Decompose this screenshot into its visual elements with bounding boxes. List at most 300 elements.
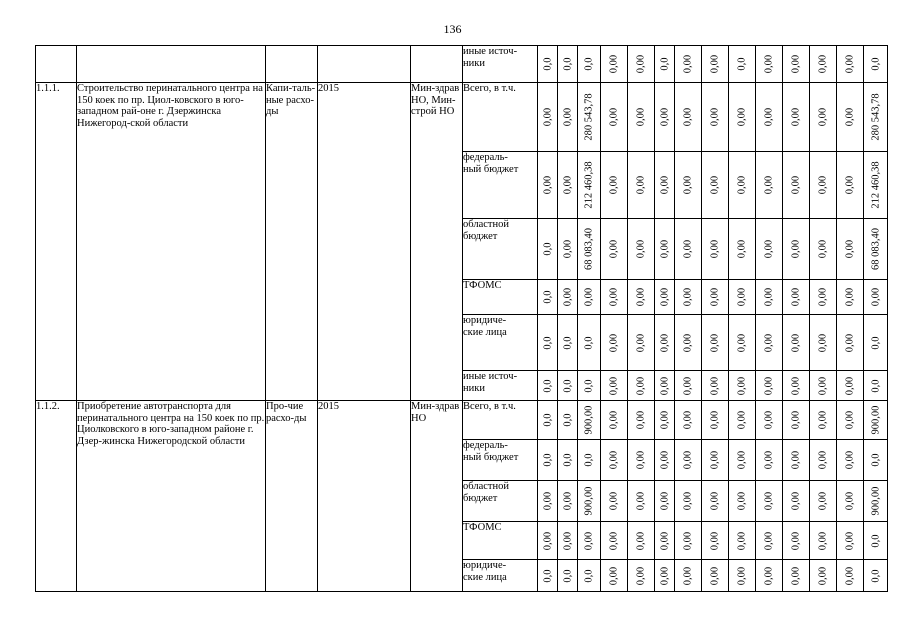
- value: 0,00: [608, 54, 620, 74]
- page-number: 136: [443, 22, 462, 36]
- value-cell: [675, 371, 702, 401]
- value: 0,00: [844, 410, 856, 430]
- value-cell: [675, 440, 702, 481]
- funding-source-label: федераль- ный бюджет: [463, 440, 519, 463]
- value-cell: [702, 560, 729, 592]
- value: 0,00: [763, 450, 775, 470]
- value-cell: [558, 152, 578, 219]
- value-cell: [628, 315, 655, 371]
- value-cell: [578, 401, 601, 440]
- value: 0,00: [844, 491, 856, 511]
- funding-source: [463, 46, 538, 83]
- value-cell: [783, 315, 810, 371]
- value: 0,00: [583, 287, 595, 307]
- value: 0,00: [790, 450, 802, 470]
- value: 0,00: [635, 239, 647, 259]
- funding-source-label: юридиче- ские лица: [463, 315, 507, 338]
- value-cell: [864, 280, 888, 315]
- value-cell: [558, 440, 578, 481]
- value: 0,00: [817, 239, 829, 259]
- value-cell: [578, 560, 601, 592]
- value-cell: [810, 481, 837, 522]
- value-cell: [628, 401, 655, 440]
- funding-source-label: юридиче- ские лица: [463, 560, 507, 583]
- value: 0,0: [659, 57, 670, 71]
- table-row: [36, 46, 888, 83]
- value: 0,0: [562, 413, 573, 427]
- value-cell: [702, 401, 729, 440]
- value-cell: [538, 315, 558, 371]
- value-cell: [837, 46, 864, 83]
- value-cell: [783, 481, 810, 522]
- value: 0,00: [635, 531, 647, 550]
- funding-source-label: федераль- ный бюджет: [463, 152, 519, 175]
- value-cell: [655, 440, 675, 481]
- value-cell: [538, 481, 558, 522]
- value-cell: [675, 280, 702, 315]
- value: 0,00: [763, 531, 775, 550]
- empty-cell: [318, 46, 411, 83]
- value-cell: [628, 46, 655, 83]
- value: 0,00: [709, 287, 721, 307]
- value: 0,00: [659, 531, 670, 550]
- value-cell: [655, 219, 675, 280]
- value-cell: [655, 522, 675, 560]
- value: 900,00: [583, 405, 595, 435]
- value: 212 460,38: [583, 161, 595, 209]
- table-row: [36, 401, 888, 440]
- value-cell: [837, 371, 864, 401]
- value-cell: [601, 522, 628, 560]
- funding-source-label: ТФОМС: [463, 280, 502, 291]
- value-cell: [702, 219, 729, 280]
- funding-source-label: областной бюджет: [463, 219, 509, 242]
- value-cell: [538, 522, 558, 560]
- value: 0,00: [817, 450, 829, 470]
- value-cell: [538, 83, 558, 152]
- value: 0,00: [763, 287, 775, 307]
- value: 0,00: [682, 54, 694, 74]
- value: 0,00: [635, 410, 647, 430]
- value-cell: [628, 83, 655, 152]
- value: 0,00: [763, 175, 775, 195]
- value-cell: [578, 481, 601, 522]
- value-cell: [837, 152, 864, 219]
- value: 0,00: [562, 239, 573, 259]
- value-cell: [783, 219, 810, 280]
- value-cell: [756, 280, 783, 315]
- value: 0,0: [562, 568, 573, 583]
- value: 0,00: [562, 175, 573, 195]
- value-cell: [578, 522, 601, 560]
- value: 0,0: [870, 453, 881, 467]
- value: 0,0: [870, 533, 881, 548]
- value: 0,00: [763, 566, 775, 585]
- value: 0,00: [682, 107, 694, 127]
- value: 0,00: [763, 54, 775, 74]
- value: 0,00: [870, 287, 881, 307]
- value-cell: [729, 280, 756, 315]
- value: 0,00: [736, 107, 748, 127]
- value: 0,00: [635, 566, 647, 585]
- value-cell: [702, 152, 729, 219]
- value-cell: [601, 481, 628, 522]
- value-cell: [837, 315, 864, 371]
- value-cell: [837, 401, 864, 440]
- value: 0,0: [583, 453, 595, 467]
- financing-table: [35, 45, 888, 592]
- value: 0,00: [659, 491, 670, 511]
- value-cell: [558, 560, 578, 592]
- value: 0,00: [682, 239, 694, 259]
- value: 900,00: [870, 486, 881, 516]
- value-cell: [601, 219, 628, 280]
- value: 0,00: [817, 410, 829, 430]
- value: 0,00: [844, 450, 856, 470]
- funding-source: [463, 219, 538, 280]
- funding-source: [463, 152, 538, 219]
- value-cell: [675, 152, 702, 219]
- value: 68 083,40: [583, 228, 595, 270]
- project-year: 2015: [318, 83, 411, 401]
- value: 0,00: [608, 333, 620, 352]
- value: 0,00: [709, 376, 721, 395]
- value-cell: [729, 152, 756, 219]
- value-cell: [702, 371, 729, 401]
- value: 0,00: [763, 410, 775, 430]
- value: 0,00: [736, 175, 748, 195]
- value: 0,00: [608, 239, 620, 259]
- value: 0,0: [542, 242, 553, 256]
- value-cell: [756, 219, 783, 280]
- value-cell: [601, 152, 628, 219]
- value-cell: [783, 371, 810, 401]
- value-cell: [756, 522, 783, 560]
- value: 0,00: [790, 410, 802, 430]
- value-cell: [729, 46, 756, 83]
- value-cell: [864, 315, 888, 371]
- value: 0,00: [817, 531, 829, 550]
- value: 0,00: [844, 54, 856, 74]
- value-cell: [837, 83, 864, 152]
- value: 0,0: [542, 453, 553, 467]
- value: 0,00: [682, 376, 694, 395]
- value: 0,00: [709, 566, 721, 585]
- value-cell: [756, 481, 783, 522]
- value-cell: [675, 46, 702, 83]
- value: 0,00: [736, 333, 748, 352]
- value: 0,0: [562, 453, 573, 467]
- funding-source-label: иные источ- ники: [463, 46, 518, 69]
- value-cell: [783, 560, 810, 592]
- value-cell: [783, 522, 810, 560]
- value: 0,00: [736, 491, 748, 511]
- value-cell: [628, 219, 655, 280]
- value-cell: [601, 46, 628, 83]
- funding-source: [463, 560, 538, 592]
- value-cell: [601, 280, 628, 315]
- funding-source: [463, 83, 538, 152]
- funding-source: [463, 371, 538, 401]
- value: 212 460,38: [870, 161, 881, 209]
- value-cell: [837, 560, 864, 592]
- value-cell: [756, 83, 783, 152]
- value-cell: [655, 46, 675, 83]
- value: 0,00: [844, 107, 856, 127]
- value-cell: [675, 560, 702, 592]
- value-cell: [756, 315, 783, 371]
- value-cell: [578, 46, 601, 83]
- value: 0,00: [790, 491, 802, 511]
- funding-source-label: Всего, в т.ч.: [463, 401, 516, 412]
- funding-source: [463, 440, 538, 481]
- value: 0,00: [635, 333, 647, 352]
- value: 0,00: [608, 566, 620, 585]
- value-cell: [628, 152, 655, 219]
- value: 0,0: [542, 290, 553, 304]
- value: 0,00: [709, 107, 721, 127]
- value: 68 083,40: [870, 228, 881, 270]
- project-year: 2015: [318, 401, 411, 592]
- value: 0,00: [659, 410, 670, 430]
- value-cell: [578, 371, 601, 401]
- value: 0,0: [562, 378, 573, 393]
- project-name: Строительство перинатального центра на 150 коек по пр. Циол-ковского в юго-западном рай-оне г. Дзержинска Нижегород-ской области: [77, 83, 266, 401]
- value: 0,00: [562, 531, 573, 550]
- value: 0,00: [817, 287, 829, 307]
- value: 0,00: [608, 175, 620, 195]
- value: 0,00: [682, 175, 694, 195]
- value-cell: [702, 440, 729, 481]
- value-cell: [601, 440, 628, 481]
- funding-source-label: Всего, в т.ч.: [463, 83, 516, 94]
- value: 0,00: [608, 410, 620, 430]
- value-cell: [783, 46, 810, 83]
- value-cell: [783, 83, 810, 152]
- value: 0,00: [682, 450, 694, 470]
- value-cell: [538, 401, 558, 440]
- value: 0,00: [736, 566, 748, 585]
- value-cell: [655, 152, 675, 219]
- value-cell: [810, 560, 837, 592]
- expense-type: Капи-таль-ные расхо-ды: [266, 83, 318, 401]
- value: 0,00: [709, 175, 721, 195]
- value: 0,00: [736, 531, 748, 550]
- value: 0,0: [583, 568, 595, 583]
- responsible-party: Мин-здрав НО, Мин-строй НО: [411, 83, 463, 401]
- value-cell: [578, 219, 601, 280]
- value-cell: [702, 315, 729, 371]
- value: 0,00: [817, 491, 829, 511]
- value: 0,00: [763, 239, 775, 259]
- value-cell: [729, 481, 756, 522]
- empty-cell: [36, 46, 77, 83]
- value-cell: [578, 83, 601, 152]
- value-cell: [756, 401, 783, 440]
- value-cell: [810, 440, 837, 481]
- value-cell: [864, 46, 888, 83]
- value-cell: [578, 440, 601, 481]
- value-cell: [837, 481, 864, 522]
- value: 0,00: [736, 450, 748, 470]
- value-cell: [702, 280, 729, 315]
- value: 0,00: [682, 566, 694, 585]
- value-cell: [558, 83, 578, 152]
- value: 0,00: [542, 531, 553, 550]
- value-cell: [810, 401, 837, 440]
- value-cell: [756, 560, 783, 592]
- value: 0,00: [763, 333, 775, 352]
- value: 0,00: [659, 450, 670, 470]
- value: 280 543,78: [870, 93, 881, 141]
- value: 0,0: [542, 378, 553, 393]
- empty-cell: [411, 46, 463, 83]
- value-cell: [864, 401, 888, 440]
- value-cell: [864, 152, 888, 219]
- value: 0,00: [817, 376, 829, 395]
- value-cell: [578, 152, 601, 219]
- value: 0,0: [870, 568, 881, 583]
- value: 0,00: [682, 531, 694, 550]
- value-cell: [601, 371, 628, 401]
- value: 0,00: [790, 239, 802, 259]
- value-cell: [655, 481, 675, 522]
- value-cell: [810, 315, 837, 371]
- value-cell: [558, 522, 578, 560]
- value-cell: [783, 280, 810, 315]
- value: 280 543,78: [583, 93, 595, 141]
- value: 0,00: [635, 287, 647, 307]
- value-cell: [837, 280, 864, 315]
- value: 0,00: [608, 491, 620, 511]
- value-cell: [578, 315, 601, 371]
- value: 0,00: [790, 54, 802, 74]
- value: 0,0: [583, 378, 595, 393]
- value: 0,00: [709, 491, 721, 511]
- funding-source: [463, 315, 538, 371]
- value-cell: [538, 152, 558, 219]
- value: 0,0: [562, 335, 573, 350]
- value-cell: [810, 280, 837, 315]
- value-cell: [628, 371, 655, 401]
- value: 0,00: [659, 239, 670, 259]
- value: 0,00: [736, 287, 748, 307]
- value-cell: [558, 401, 578, 440]
- value-cell: [628, 481, 655, 522]
- value: 0,00: [542, 491, 553, 511]
- value: 0,00: [635, 54, 647, 74]
- value: 0,00: [817, 107, 829, 127]
- value-cell: [702, 481, 729, 522]
- item-number: 1.1.2.: [36, 401, 77, 592]
- value: 0,00: [790, 175, 802, 195]
- value-cell: [601, 315, 628, 371]
- funding-source-label: иные источ- ники: [463, 371, 518, 394]
- value-cell: [783, 152, 810, 219]
- value-cell: [655, 83, 675, 152]
- value: 0,00: [736, 410, 748, 430]
- value-cell: [810, 152, 837, 219]
- value-cell: [655, 560, 675, 592]
- value: 0,00: [659, 107, 670, 127]
- value-cell: [837, 522, 864, 560]
- value-cell: [837, 219, 864, 280]
- value: 0,00: [542, 175, 553, 195]
- value-cell: [756, 371, 783, 401]
- value: 0,00: [635, 491, 647, 511]
- value-cell: [864, 219, 888, 280]
- value-cell: [628, 560, 655, 592]
- value-cell: [558, 46, 578, 83]
- value-cell: [864, 371, 888, 401]
- value-cell: [578, 280, 601, 315]
- value-cell: [729, 371, 756, 401]
- value-cell: [729, 83, 756, 152]
- value-cell: [675, 481, 702, 522]
- value-cell: [864, 83, 888, 152]
- expense-type: Про-чие расхо-ды: [266, 401, 318, 592]
- value: 0,00: [682, 287, 694, 307]
- value-cell: [810, 219, 837, 280]
- value-cell: [729, 560, 756, 592]
- value: 0,0: [736, 57, 748, 71]
- project-name: Приобретение автотранспорта для перинатального центра на 150 коек по пр. Циолковского в юго-западном районе г. Дзер-жинска Нижегородской области: [77, 401, 266, 592]
- funding-source-label: областной бюджет: [463, 481, 509, 504]
- value: 0,00: [562, 107, 573, 127]
- value-cell: [558, 481, 578, 522]
- value: 0,00: [608, 376, 620, 395]
- value-cell: [558, 371, 578, 401]
- responsible-party: Мин-здрав НО: [411, 401, 463, 592]
- value-cell: [864, 440, 888, 481]
- value: 0,00: [844, 531, 856, 550]
- value-cell: [538, 560, 558, 592]
- value: 0,00: [817, 333, 829, 352]
- value: 0,00: [709, 410, 721, 430]
- value-cell: [538, 219, 558, 280]
- value-cell: [538, 371, 558, 401]
- funding-source: [463, 401, 538, 440]
- value: 0,00: [635, 175, 647, 195]
- value: 0,00: [709, 54, 721, 74]
- value-cell: [810, 46, 837, 83]
- value: 0,00: [709, 239, 721, 259]
- value: 0,0: [542, 568, 553, 583]
- value-cell: [538, 280, 558, 315]
- value: 0,00: [562, 491, 573, 511]
- value: 0,00: [659, 175, 670, 195]
- value: 900,00: [583, 486, 595, 516]
- value: 0,00: [736, 376, 748, 395]
- value-cell: [864, 560, 888, 592]
- value-cell: [864, 481, 888, 522]
- value: 0,00: [562, 287, 573, 307]
- value-cell: [558, 219, 578, 280]
- value: 0,00: [635, 107, 647, 127]
- value-cell: [601, 401, 628, 440]
- value: 0,00: [709, 531, 721, 550]
- value: 0,00: [659, 333, 670, 352]
- value-cell: [675, 401, 702, 440]
- value: 0,0: [870, 378, 881, 393]
- value: 0,00: [659, 376, 670, 395]
- value: 0,0: [870, 335, 881, 350]
- value-cell: [756, 440, 783, 481]
- value: 0,00: [844, 287, 856, 307]
- funding-source-label: ТФОМС: [463, 522, 502, 533]
- value: 0,00: [542, 107, 553, 127]
- value-cell: [702, 83, 729, 152]
